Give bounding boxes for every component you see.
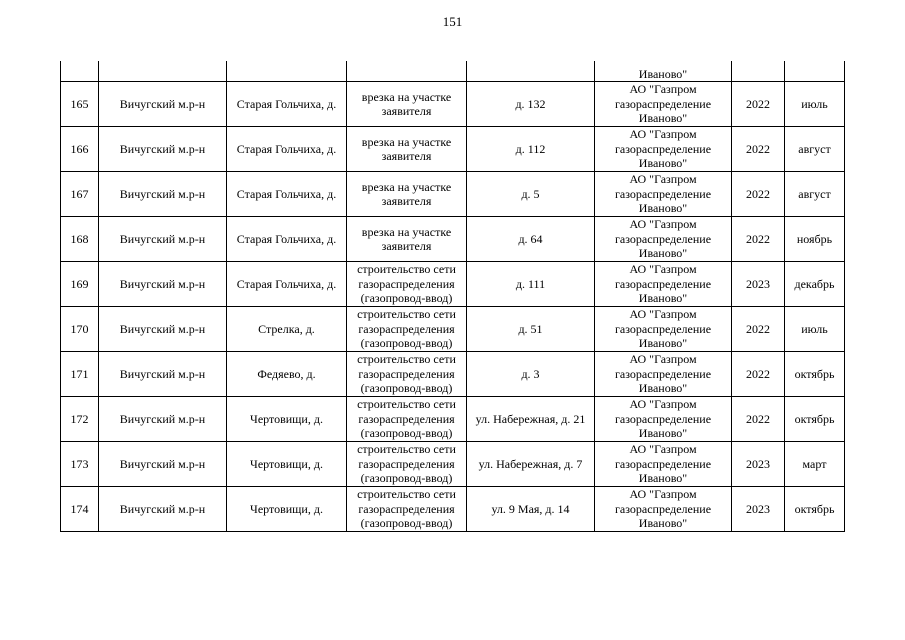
cell-settlement: Старая Гольчиха, д.	[227, 262, 347, 307]
cell-org: АО "Газпром газораспределение Иваново"	[595, 127, 732, 172]
table-row-continued	[61, 61, 845, 82]
cell-work: строительство сети газораспределения (газопровод-ввод)	[347, 307, 467, 352]
table-row	[61, 217, 845, 262]
cell-district: Вичугский м.р-н	[99, 127, 227, 172]
cell-district: Вичугский м.р-н	[99, 172, 227, 217]
cell-district: Вичугский м.р-н	[99, 82, 227, 127]
cell-settlement: Чертовищи, д.	[227, 442, 347, 487]
cell-address: д. 3	[467, 352, 595, 397]
cell-district: Вичугский м.р-н	[99, 487, 227, 532]
cell-work: строительство сети газораспределения (газопровод-ввод)	[347, 442, 467, 487]
cell-org: АО "Газпром газораспределение Иваново"	[595, 442, 732, 487]
cell-settlement: Чертовищи, д.	[227, 487, 347, 532]
cell-address	[467, 61, 595, 82]
cell-address: д. 112	[467, 127, 595, 172]
cell-org: АО "Газпром газораспределение Иваново"	[595, 217, 732, 262]
cell-year: 2022	[732, 82, 785, 127]
cell-address: д. 64	[467, 217, 595, 262]
cell-month: август	[785, 172, 845, 217]
cell-year: 2022	[732, 352, 785, 397]
cell-org: АО "Газпром газораспределение Иваново"	[595, 172, 732, 217]
table-row	[61, 487, 845, 532]
cell-year: 2023	[732, 442, 785, 487]
table-row	[61, 442, 845, 487]
cell-work: строительство сети газораспределения (газопровод-ввод)	[347, 487, 467, 532]
cell-month: октябрь	[785, 352, 845, 397]
cell-address: ул. 9 Мая, д. 14	[467, 487, 595, 532]
cell-work: врезка на участке заявителя	[347, 82, 467, 127]
cell-num: 165	[61, 82, 99, 127]
cell-work: врезка на участке заявителя	[347, 217, 467, 262]
table-row	[61, 172, 845, 217]
cell-work: строительство сети газораспределения (газопровод-ввод)	[347, 397, 467, 442]
cell-year: 2022	[732, 127, 785, 172]
table-row	[61, 307, 845, 352]
cell-year: 2022	[732, 217, 785, 262]
table-row	[61, 127, 845, 172]
cell-year: 2023	[732, 262, 785, 307]
cell-num: 170	[61, 307, 99, 352]
cell-num: 167	[61, 172, 99, 217]
cell-address: д. 5	[467, 172, 595, 217]
cell-month: декабрь	[785, 262, 845, 307]
cell-settlement: Стрелка, д.	[227, 307, 347, 352]
cell-settlement: Чертовищи, д.	[227, 397, 347, 442]
cell-num: 174	[61, 487, 99, 532]
cell-month	[785, 61, 845, 82]
cell-district: Вичугский м.р-н	[99, 262, 227, 307]
cell-district: Вичугский м.р-н	[99, 217, 227, 262]
cell-num	[61, 61, 99, 82]
gasification-table	[60, 61, 845, 532]
cell-district	[99, 61, 227, 82]
cell-settlement: Старая Гольчиха, д.	[227, 82, 347, 127]
cell-settlement: Федяево, д.	[227, 352, 347, 397]
cell-settlement: Старая Гольчиха, д.	[227, 172, 347, 217]
table-row	[61, 397, 845, 442]
cell-num: 169	[61, 262, 99, 307]
cell-year: 2022	[732, 307, 785, 352]
cell-num: 172	[61, 397, 99, 442]
cell-org: АО "Газпром газораспределение Иваново"	[595, 307, 732, 352]
table-row	[61, 262, 845, 307]
cell-district: Вичугский м.р-н	[99, 442, 227, 487]
cell-address: д. 111	[467, 262, 595, 307]
table-row	[61, 352, 845, 397]
cell-settlement: Старая Гольчиха, д.	[227, 217, 347, 262]
table-body	[61, 61, 845, 532]
cell-num: 173	[61, 442, 99, 487]
cell-work: строительство сети газораспределения (газопровод-ввод)	[347, 262, 467, 307]
cell-settlement: Старая Гольчиха, д.	[227, 127, 347, 172]
cell-num: 168	[61, 217, 99, 262]
cell-work: врезка на участке заявителя	[347, 172, 467, 217]
cell-org: АО "Газпром газораспределение Иваново"	[595, 352, 732, 397]
cell-org: АО "Газпром газораспределение Иваново"	[595, 82, 732, 127]
cell-settlement	[227, 61, 347, 82]
cell-month: ноябрь	[785, 217, 845, 262]
cell-district: Вичугский м.р-н	[99, 397, 227, 442]
cell-address: ул. Набережная, д. 21	[467, 397, 595, 442]
page-number: 151	[442, 14, 463, 29]
cell-org: АО "Газпром газораспределение Иваново"	[595, 262, 732, 307]
cell-month: октябрь	[785, 397, 845, 442]
cell-address: ул. Набережная, д. 7	[467, 442, 595, 487]
cell-num: 171	[61, 352, 99, 397]
cell-month: июль	[785, 307, 845, 352]
cell-district: Вичугский м.р-н	[99, 352, 227, 397]
cell-month: октябрь	[785, 487, 845, 532]
cell-num: 166	[61, 127, 99, 172]
table-row	[61, 82, 845, 127]
cell-year: 2022	[732, 172, 785, 217]
cell-work: строительство сети газораспределения (газопровод-ввод)	[347, 352, 467, 397]
cell-org: АО "Газпром газораспределение Иваново"	[595, 397, 732, 442]
cell-org: Иваново"	[595, 61, 732, 82]
cell-month: август	[785, 127, 845, 172]
cell-address: д. 132	[467, 82, 595, 127]
cell-year	[732, 61, 785, 82]
cell-org: АО "Газпром газораспределение Иваново"	[595, 487, 732, 532]
cell-address: д. 51	[467, 307, 595, 352]
cell-year: 2022	[732, 397, 785, 442]
cell-month: март	[785, 442, 845, 487]
cell-district: Вичугский м.р-н	[99, 307, 227, 352]
cell-month: июль	[785, 82, 845, 127]
cell-year: 2023	[732, 487, 785, 532]
cell-work	[347, 61, 467, 82]
cell-work: врезка на участке заявителя	[347, 127, 467, 172]
